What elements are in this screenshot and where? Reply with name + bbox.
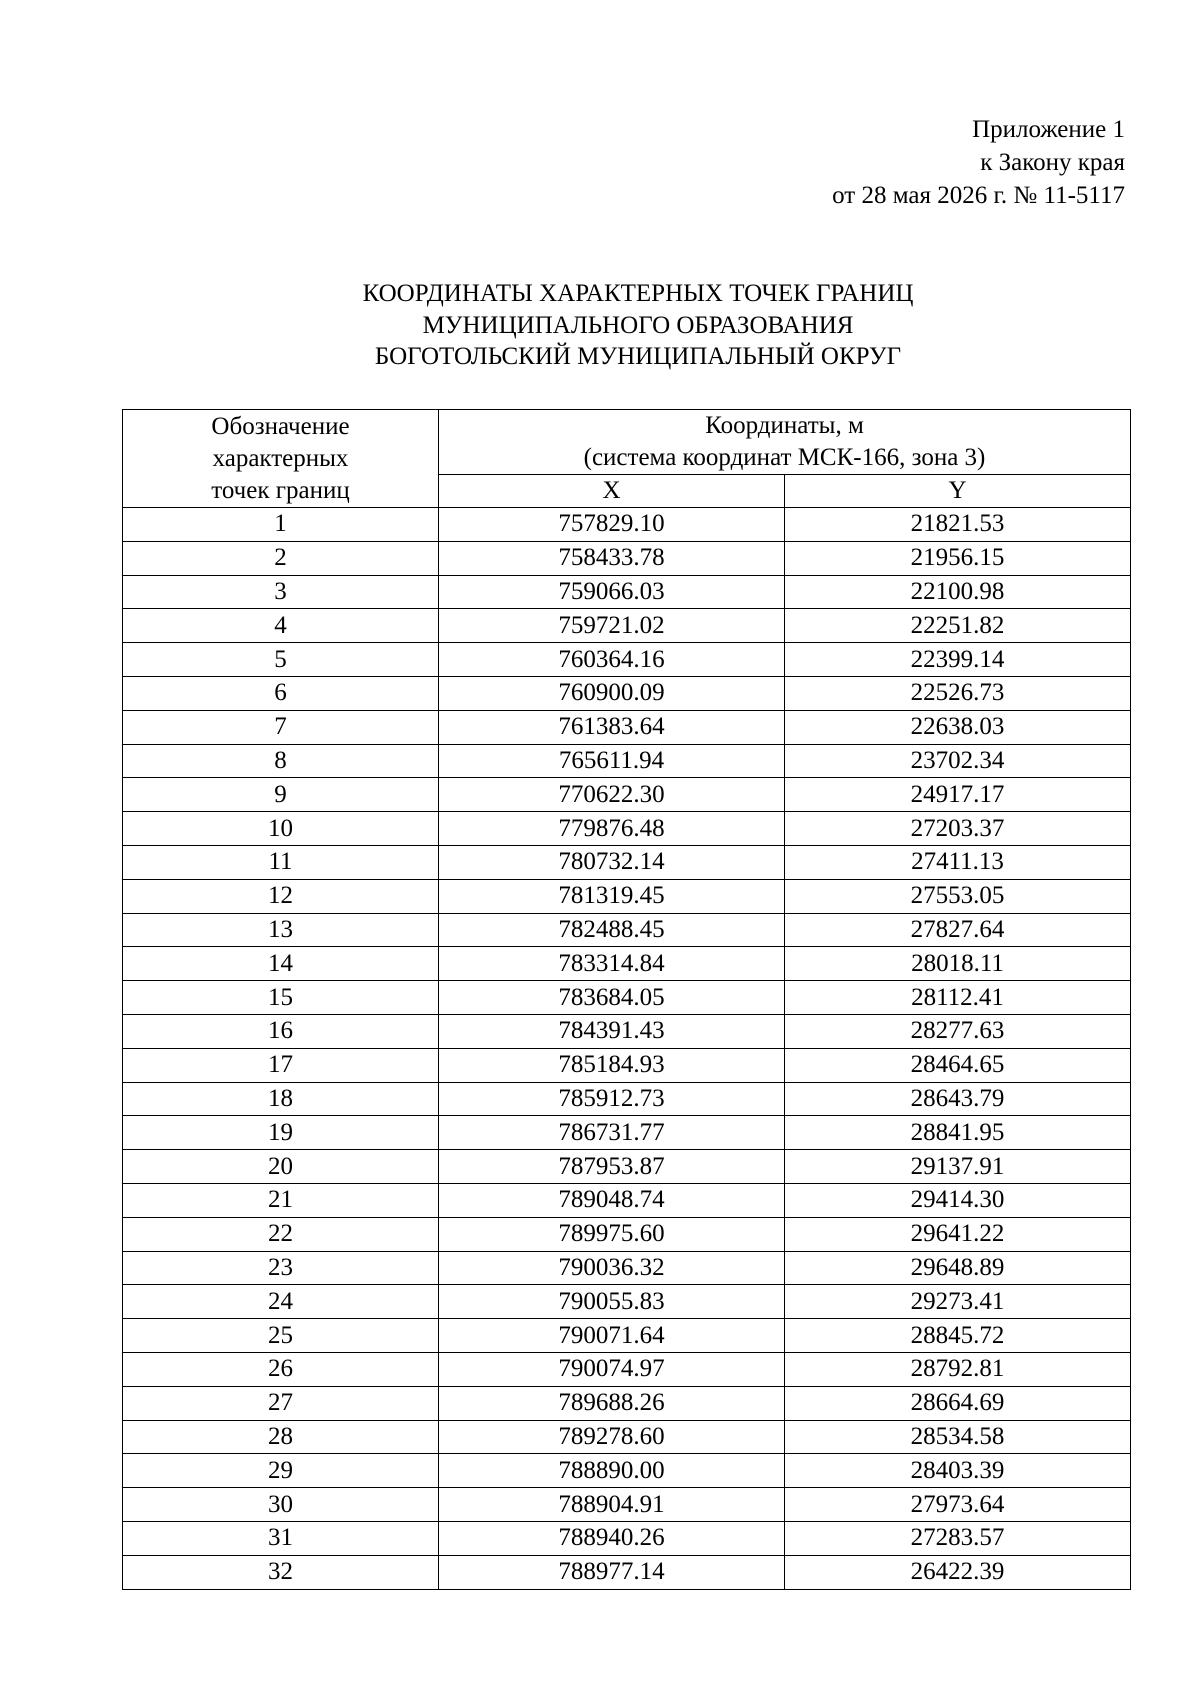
table-row	[123, 812, 1131, 846]
x-coordinate-cell: 761383.64	[439, 710, 785, 744]
appendix-law: к Закону края	[980, 149, 1125, 176]
appendix-reference	[832, 113, 1125, 212]
y-coordinate-cell: 22638.03	[785, 710, 1131, 744]
y-coordinate-cell: 29648.89	[785, 1251, 1131, 1285]
table-row	[123, 1386, 1131, 1420]
x-coordinate-cell: 789688.26	[439, 1386, 785, 1420]
x-coordinate-cell: 788977.14	[439, 1555, 785, 1589]
point-number-cell: 13	[123, 913, 439, 947]
point-number-cell: 14	[123, 947, 439, 981]
point-number-cell: 28	[123, 1420, 439, 1454]
x-coordinate-cell: 785912.73	[439, 1082, 785, 1116]
point-number-cell: 29	[123, 1454, 439, 1488]
x-coordinate-cell: 790074.97	[439, 1352, 785, 1386]
header-coordinates	[439, 410, 1131, 475]
table-row	[123, 981, 1131, 1015]
header-points	[123, 410, 439, 508]
x-coordinate-cell: 783314.84	[439, 947, 785, 981]
x-coordinate-cell: 760900.09	[439, 676, 785, 710]
y-coordinate-cell: 22526.73	[785, 676, 1131, 710]
x-coordinate-cell: 784391.43	[439, 1014, 785, 1048]
point-number-cell: 17	[123, 1048, 439, 1082]
y-coordinate-cell: 28841.95	[785, 1116, 1131, 1150]
table-row	[123, 1319, 1131, 1353]
point-number-cell: 10	[123, 812, 439, 846]
table-row	[123, 1521, 1131, 1555]
x-coordinate-cell: 789048.74	[439, 1183, 785, 1217]
y-coordinate-cell: 27203.37	[785, 812, 1131, 846]
appendix-date: от 28 мая 2026 г. № 11-5117	[832, 182, 1125, 209]
point-number-cell: 20	[123, 1150, 439, 1184]
table-row	[123, 1251, 1131, 1285]
title-line-1: КООРДИНАТЫ ХАРАКТЕРНЫХ ТОЧЕК ГРАНИЦ	[362, 280, 914, 307]
table-row	[123, 845, 1131, 879]
y-coordinate-cell: 24917.17	[785, 778, 1131, 812]
y-coordinate-cell: 29273.41	[785, 1285, 1131, 1319]
table-row	[123, 1116, 1131, 1150]
x-coordinate-cell: 790071.64	[439, 1319, 785, 1353]
x-coordinate-cell: 788940.26	[439, 1521, 785, 1555]
x-coordinate-cell: 760364.16	[439, 643, 785, 677]
y-coordinate-cell: 27973.64	[785, 1488, 1131, 1522]
point-number-cell: 24	[123, 1285, 439, 1319]
point-number-cell: 18	[123, 1082, 439, 1116]
x-coordinate-cell: 783684.05	[439, 981, 785, 1015]
table-row	[123, 1488, 1131, 1522]
y-coordinate-cell: 21821.53	[785, 508, 1131, 542]
point-number-cell: 30	[123, 1488, 439, 1522]
y-coordinate-cell: 27283.57	[785, 1521, 1131, 1555]
point-number-cell: 3	[123, 575, 439, 609]
point-number-cell: 31	[123, 1521, 439, 1555]
header-points-line-1: Обозначение	[211, 412, 350, 440]
y-coordinate-cell: 27827.64	[785, 913, 1131, 947]
point-number-cell: 12	[123, 879, 439, 913]
title-line-2: МУНИЦИПАЛЬНОГО ОБРАЗОВАНИЯ	[422, 311, 854, 339]
point-number-cell: 25	[123, 1319, 439, 1353]
table-row	[123, 744, 1131, 778]
y-coordinate-cell: 26422.39	[785, 1555, 1131, 1589]
y-coordinate-cell: 28112.41	[785, 981, 1131, 1015]
table-row	[123, 778, 1131, 812]
point-number-cell: 19	[123, 1116, 439, 1150]
point-number-cell: 27	[123, 1386, 439, 1420]
x-coordinate-cell: 757829.10	[439, 508, 785, 542]
y-coordinate-cell: 29641.22	[785, 1217, 1131, 1251]
x-coordinate-cell: 786731.77	[439, 1116, 785, 1150]
point-number-cell: 9	[123, 778, 439, 812]
table-row	[123, 1454, 1131, 1488]
y-coordinate-cell: 21956.15	[785, 541, 1131, 575]
header-x: X	[439, 475, 785, 508]
x-coordinate-cell: 789975.60	[439, 1217, 785, 1251]
y-coordinate-cell: 28018.11	[785, 947, 1131, 981]
x-coordinate-cell: 759721.02	[439, 609, 785, 643]
table-row	[123, 947, 1131, 981]
table-row	[123, 643, 1131, 677]
y-coordinate-cell: 27553.05	[785, 879, 1131, 913]
point-number-cell: 5	[123, 643, 439, 677]
point-number-cell: 21	[123, 1183, 439, 1217]
table-row	[123, 1183, 1131, 1217]
x-coordinate-cell: 759066.03	[439, 575, 785, 609]
point-number-cell: 32	[123, 1555, 439, 1589]
table-row	[123, 609, 1131, 643]
table-row	[123, 1150, 1131, 1184]
x-coordinate-cell: 787953.87	[439, 1150, 785, 1184]
x-coordinate-cell: 790055.83	[439, 1285, 785, 1319]
y-coordinate-cell: 29137.91	[785, 1150, 1131, 1184]
document-title	[0, 278, 1200, 373]
point-number-cell: 16	[123, 1014, 439, 1048]
point-number-cell: 8	[123, 744, 439, 778]
point-number-cell: 6	[123, 676, 439, 710]
y-coordinate-cell: 29414.30	[785, 1183, 1131, 1217]
title-line-3: БОГОТОЛЬСКИЙ МУНИЦИПАЛЬНЫЙ ОКРУГ	[374, 343, 902, 370]
table-row	[123, 710, 1131, 744]
header-points-line-2: характерных	[212, 444, 349, 472]
x-coordinate-cell: 788904.91	[439, 1488, 785, 1522]
y-coordinate-cell: 22399.14	[785, 643, 1131, 677]
table-row	[123, 1014, 1131, 1048]
y-coordinate-cell: 28464.65	[785, 1048, 1131, 1082]
point-number-cell: 2	[123, 541, 439, 575]
header-coordinates-line-2: (система координат МСК-166, зона 3)	[583, 444, 986, 471]
x-coordinate-cell: 785184.93	[439, 1048, 785, 1082]
table-row	[123, 541, 1131, 575]
coordinates-table	[122, 409, 1131, 1590]
y-coordinate-cell: 28534.58	[785, 1420, 1131, 1454]
x-coordinate-cell: 779876.48	[439, 812, 785, 846]
y-coordinate-cell: 28845.72	[785, 1319, 1131, 1353]
x-coordinate-cell: 790036.32	[439, 1251, 785, 1285]
table-row	[123, 1352, 1131, 1386]
x-coordinate-cell: 782488.45	[439, 913, 785, 947]
x-coordinate-cell: 770622.30	[439, 778, 785, 812]
table-row	[123, 1285, 1131, 1319]
point-number-cell: 23	[123, 1251, 439, 1285]
point-number-cell: 11	[123, 845, 439, 879]
x-coordinate-cell: 788890.00	[439, 1454, 785, 1488]
point-number-cell: 26	[123, 1352, 439, 1386]
x-coordinate-cell: 758433.78	[439, 541, 785, 575]
y-coordinate-cell: 27411.13	[785, 845, 1131, 879]
table-row	[123, 575, 1131, 609]
x-coordinate-cell: 780732.14	[439, 845, 785, 879]
y-coordinate-cell: 28277.63	[785, 1014, 1131, 1048]
y-coordinate-cell: 22251.82	[785, 609, 1131, 643]
y-coordinate-cell: 28664.69	[785, 1386, 1131, 1420]
point-number-cell: 15	[123, 981, 439, 1015]
table-row	[123, 508, 1131, 542]
table-row	[123, 676, 1131, 710]
y-coordinate-cell: 28792.81	[785, 1352, 1131, 1386]
y-coordinate-cell: 22100.98	[785, 575, 1131, 609]
point-number-cell: 4	[123, 609, 439, 643]
table-row	[123, 1420, 1131, 1454]
x-coordinate-cell: 765611.94	[439, 744, 785, 778]
appendix-number: Приложение 1	[972, 116, 1125, 143]
y-coordinate-cell: 28403.39	[785, 1454, 1131, 1488]
header-y: Y	[785, 475, 1131, 508]
table-row	[123, 913, 1131, 947]
header-points-line-3: точек границ	[211, 476, 350, 504]
point-number-cell: 22	[123, 1217, 439, 1251]
table-row	[123, 1048, 1131, 1082]
table-row	[123, 1217, 1131, 1251]
header-coordinates-line-1: Координаты, м	[705, 412, 864, 439]
x-coordinate-cell: 789278.60	[439, 1420, 785, 1454]
y-coordinate-cell: 28643.79	[785, 1082, 1131, 1116]
y-coordinate-cell: 23702.34	[785, 744, 1131, 778]
point-number-cell: 1	[123, 508, 439, 542]
table-row	[123, 879, 1131, 913]
table-row	[123, 1082, 1131, 1116]
point-number-cell: 7	[123, 710, 439, 744]
x-coordinate-cell: 781319.45	[439, 879, 785, 913]
table-row	[123, 1555, 1131, 1589]
